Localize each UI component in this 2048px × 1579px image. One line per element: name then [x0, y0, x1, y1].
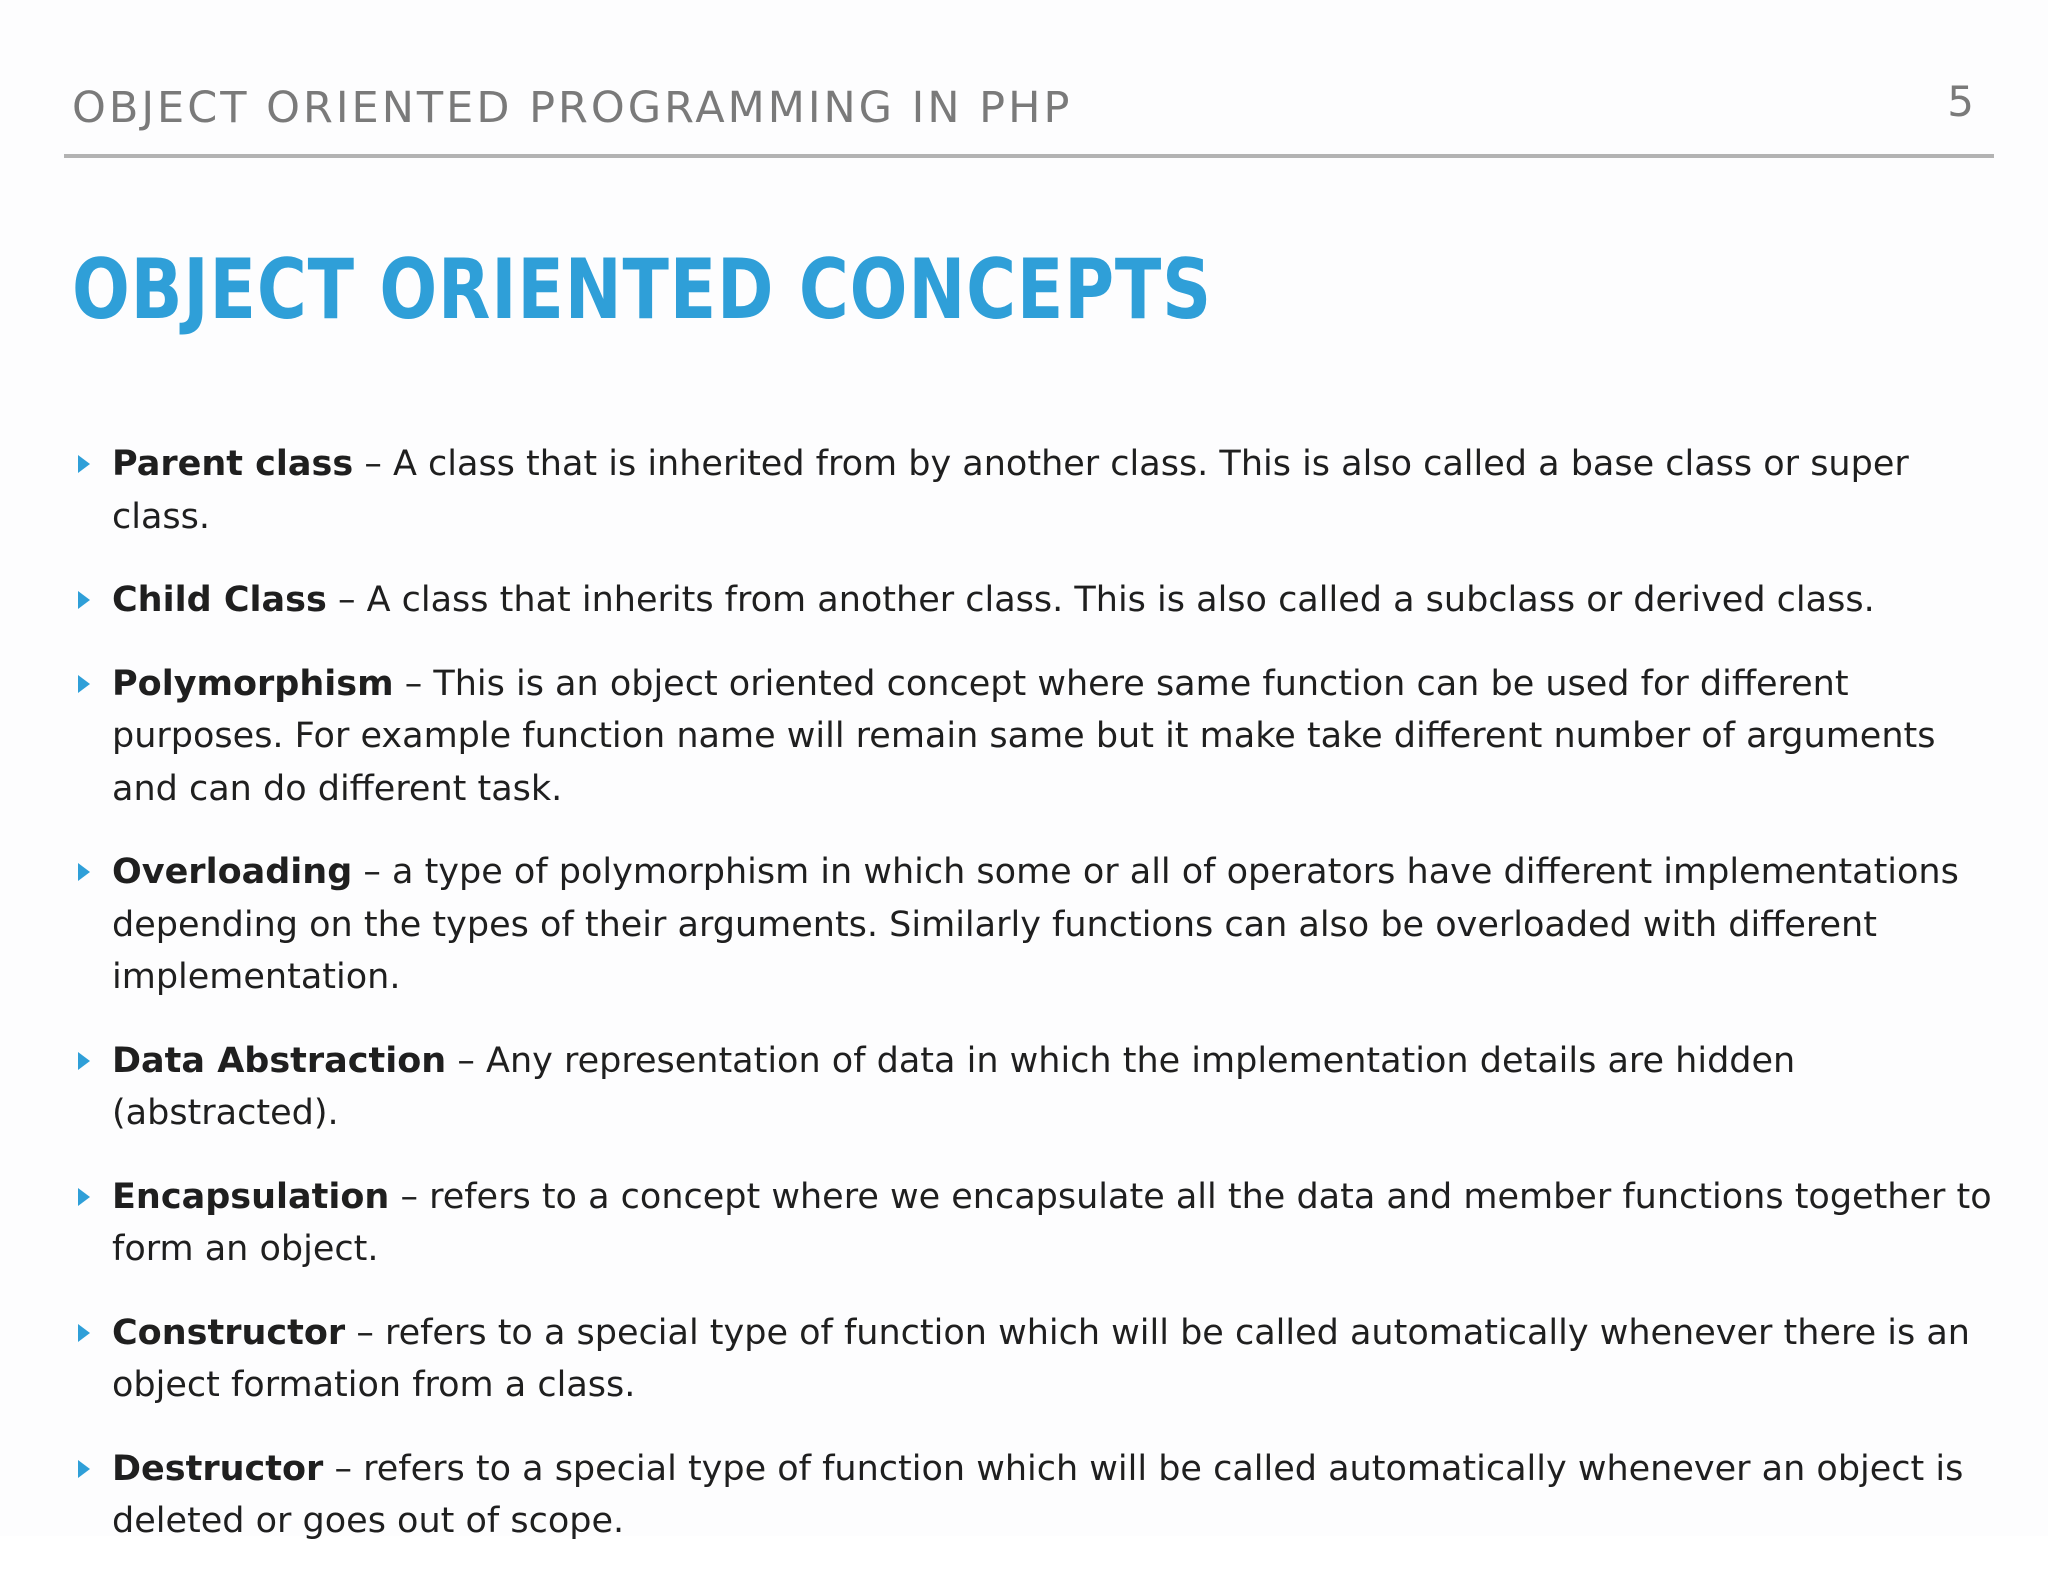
concept-term: Overloading	[112, 852, 353, 892]
concept-definition: This is an object oriented concept where same function can be used for different purposes. For example function name will remain same but it make take different number of arguments and can do different task.	[112, 663, 1936, 809]
concept-item-child-class	[76, 574, 2006, 627]
concept-separator: –	[326, 580, 367, 620]
concept-definition: refers to a concept where we encapsulate all the data and member functions together to form an object.	[112, 1176, 1992, 1269]
slide-title: OBJECT ORIENTED CONCEPTS	[72, 241, 1212, 338]
concept-separator: –	[345, 1312, 385, 1353]
concept-item-parent-class	[76, 438, 2006, 543]
concept-separator: –	[352, 852, 393, 892]
slide-header	[72, 78, 1982, 158]
concept-term: Data Abstraction	[112, 1040, 447, 1081]
bullet-triangle-icon	[78, 591, 90, 609]
concept-separator: –	[393, 663, 434, 704]
concept-definition: Any representation of data in which the implementation details are hidden (abstracted).	[112, 1040, 1796, 1133]
bullet-triangle-icon	[78, 1324, 90, 1342]
concept-separator: –	[353, 444, 393, 484]
concept-term: Child Class	[112, 580, 327, 620]
concept-separator: –	[446, 1040, 486, 1081]
concept-item-encapsulation	[76, 1171, 2006, 1276]
concept-definition: a type of polymorphism in which some or all of operators have different implementations depending on the types of their arguments. Similarly functions can also be overloaded with different implementation.	[112, 852, 1959, 997]
concept-item-overloading	[76, 846, 2006, 1004]
concept-term: Constructor	[112, 1312, 346, 1353]
concept-item-constructor	[76, 1307, 2006, 1412]
concept-term: Polymorphism	[112, 663, 394, 704]
concept-list	[76, 438, 2006, 1579]
page-number: 5	[1947, 77, 1974, 126]
concept-item-destructor	[76, 1443, 2006, 1548]
bullet-triangle-icon	[78, 1052, 90, 1070]
concept-term: Destructor	[112, 1448, 324, 1489]
concept-definition: refers to a special type of function which will be called automatically whenever an object is deleted or goes out of scope.	[112, 1448, 1964, 1541]
concept-definition: A class that inherits from another class. This is also called a subclass or derived class.	[366, 580, 1875, 620]
concept-separator: –	[389, 1176, 430, 1217]
concept-definition: refers to a special type of function which will be called automatically whenever there is an object formation from a class.	[112, 1312, 1970, 1405]
concept-separator: –	[323, 1448, 364, 1489]
bullet-triangle-icon	[78, 1188, 90, 1206]
concept-definition: A class that is inherited from by another class. This is also called a base class or super class.	[112, 444, 1909, 537]
bullet-triangle-icon	[78, 863, 90, 881]
deck-title: OBJECT ORIENTED PROGRAMMING IN PHP	[72, 83, 1073, 133]
concept-item-data-abstraction	[76, 1035, 2006, 1140]
concept-item-polymorphism	[76, 658, 2006, 816]
bullet-triangle-icon	[78, 675, 90, 693]
bullet-triangle-icon	[78, 1460, 90, 1478]
bullet-triangle-icon	[78, 455, 90, 473]
header-divider	[64, 154, 1994, 158]
concept-term: Encapsulation	[112, 1176, 390, 1217]
concept-term: Parent class	[112, 444, 354, 484]
